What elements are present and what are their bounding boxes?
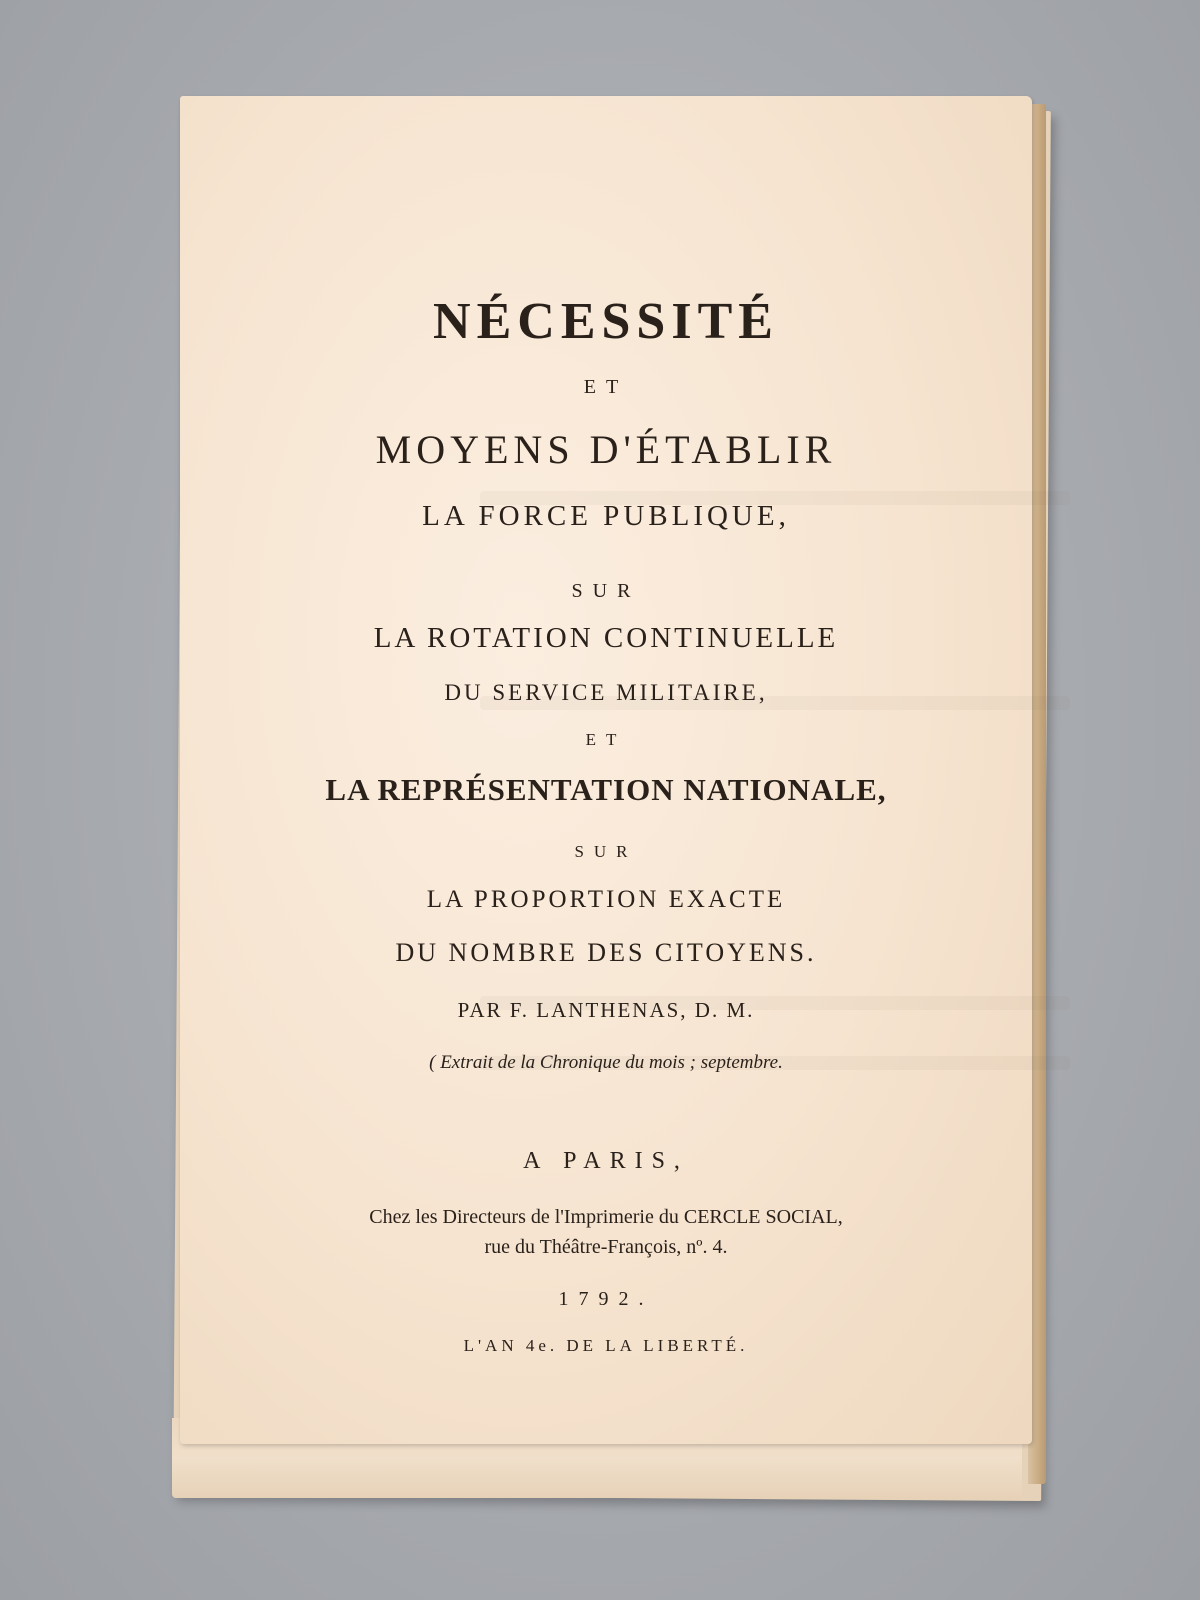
subtitle-proportion: LA PROPORTION EXACTE xyxy=(426,886,786,913)
title-page-text xyxy=(180,96,1032,1444)
subtitle-rotation: LA ROTATION CONTINUELLE xyxy=(373,622,839,654)
imprint-city: A PARIS, xyxy=(523,1148,689,1174)
imprint-address: rue du Théâtre-François, nº. 4. xyxy=(484,1236,728,1258)
subtitle-representation: LA REPRÉSENTATION NATIONALE, xyxy=(325,772,887,807)
preposition-sur-2: SUR xyxy=(574,842,638,861)
author-line: PAR F. LANTHENAS, D. M. xyxy=(457,998,755,1022)
subtitle-service: DU SERVICE MILITAIRE, xyxy=(444,680,768,705)
page-title: NÉCESSITÉ xyxy=(433,293,779,350)
preposition-sur-1: SUR xyxy=(571,580,641,602)
liberty-year: L'AN 4e. DE LA LIBERTÉ. xyxy=(463,1336,749,1355)
publication-year: 1792. xyxy=(558,1288,654,1310)
conjunction-et-2: ET xyxy=(585,730,627,749)
subtitle-nombre: DU NOMBRE DES CITOYENS. xyxy=(395,938,817,967)
subtitle-force: LA FORCE PUBLIQUE, xyxy=(422,500,790,532)
conjunction-et-1: ET xyxy=(583,376,629,398)
extract-note: ( Extrait de la Chronique du mois ; septembre. xyxy=(429,1052,783,1073)
imprint-printer: Chez les Directeurs de l'Imprimerie du CERCLE SOCIAL, xyxy=(369,1206,843,1228)
subtitle-moyens: MOYENS D'ÉTABLIR xyxy=(375,427,837,472)
